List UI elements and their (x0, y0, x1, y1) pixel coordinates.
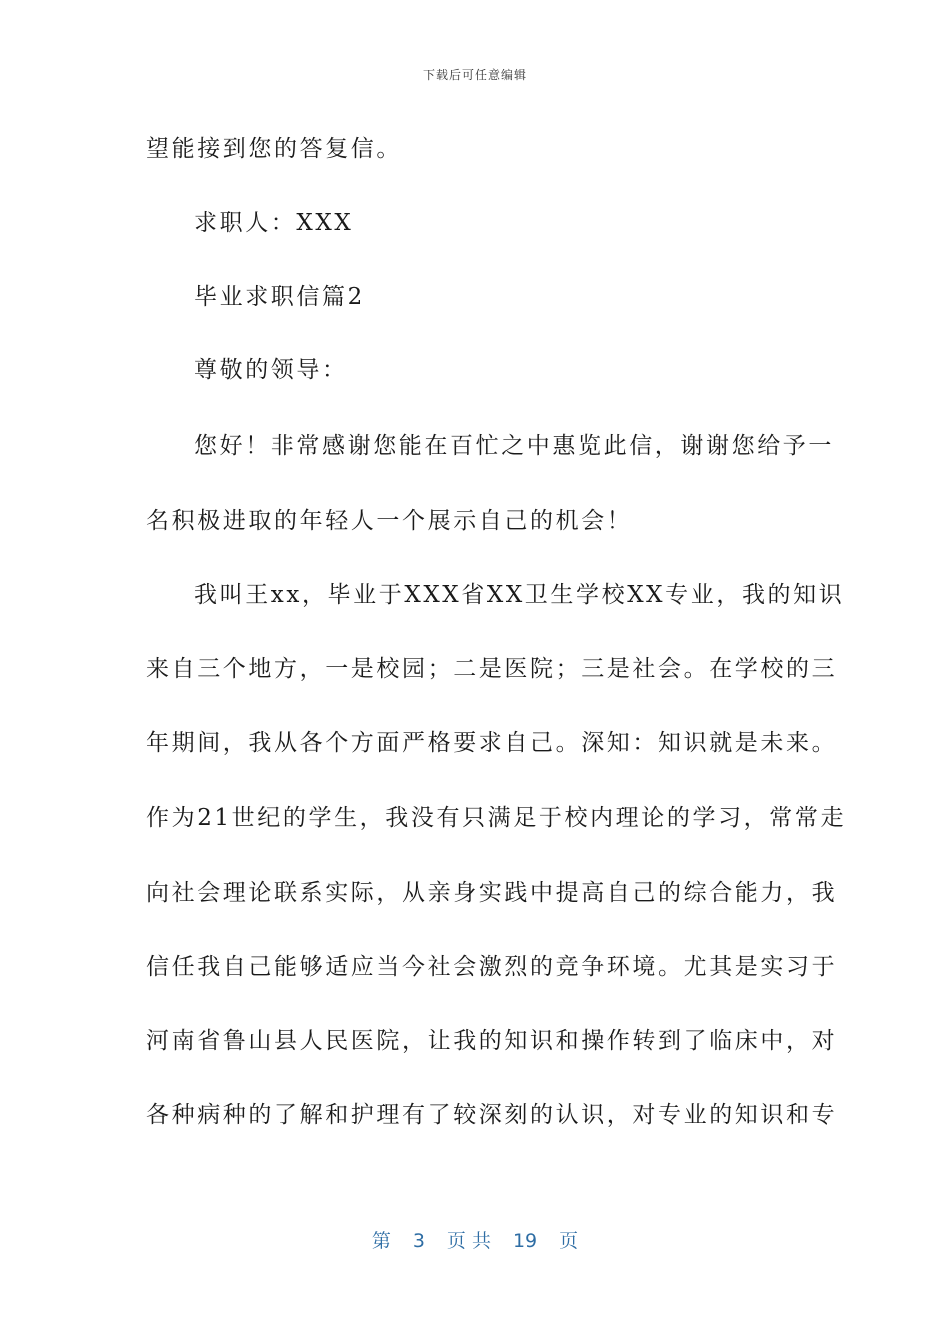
footer-middle: 页 共 (446, 1230, 491, 1252)
body-line-11: 向社会理论联系实际，从亲身实践中提高自己的综合能力，我 (146, 880, 838, 906)
footer-prefix: 第 (371, 1230, 391, 1252)
body-line-3: 毕业求职信篇2 (194, 284, 365, 310)
body-line-6: 名积极进取的年轻人一个展示自己的机会！ (146, 508, 633, 534)
body-line-12: 信任我自己能够适应当今社会激烈的竞争环境。尤其是实习于 (146, 954, 838, 980)
body-line-14: 各种病种的了解和护理有了较深刻的认识，对专业的知识和专 (146, 1102, 838, 1128)
body-line-13: 河南省鲁山县人民医院，让我的知识和操作转到了临床中，对 (146, 1028, 838, 1054)
body-line-2: 求职人：XXX (194, 210, 354, 236)
body-line-4: 尊敬的领导： (194, 357, 348, 383)
page-footer (0, 1226, 950, 1253)
body-line-8: 来自三个地方，一是校园；二是医院；三是社会。在学校的三 (146, 656, 838, 682)
page-header: 下载后可任意编辑 (422, 68, 527, 82)
footer-total-pages: 19 (512, 1230, 538, 1252)
body-line-10: 作为21世纪的学生，我没有只满足于校内理论的学习，常常走 (146, 805, 847, 831)
body-line-7: 我叫王xx，毕业于XXX省XX卫生学校XX专业，我的知识 (194, 582, 845, 608)
body-line-9: 年期间，我从各个方面严格要求自己。深知：知识就是未来。 (146, 730, 838, 756)
footer-current-page: 3 (412, 1230, 425, 1252)
footer-suffix: 页 (559, 1230, 579, 1252)
body-line-5: 您好！非常感谢您能在百忙之中惠览此信，谢谢您给予一 (194, 433, 834, 459)
body-line-1: 望能接到您的答复信。 (146, 136, 402, 162)
